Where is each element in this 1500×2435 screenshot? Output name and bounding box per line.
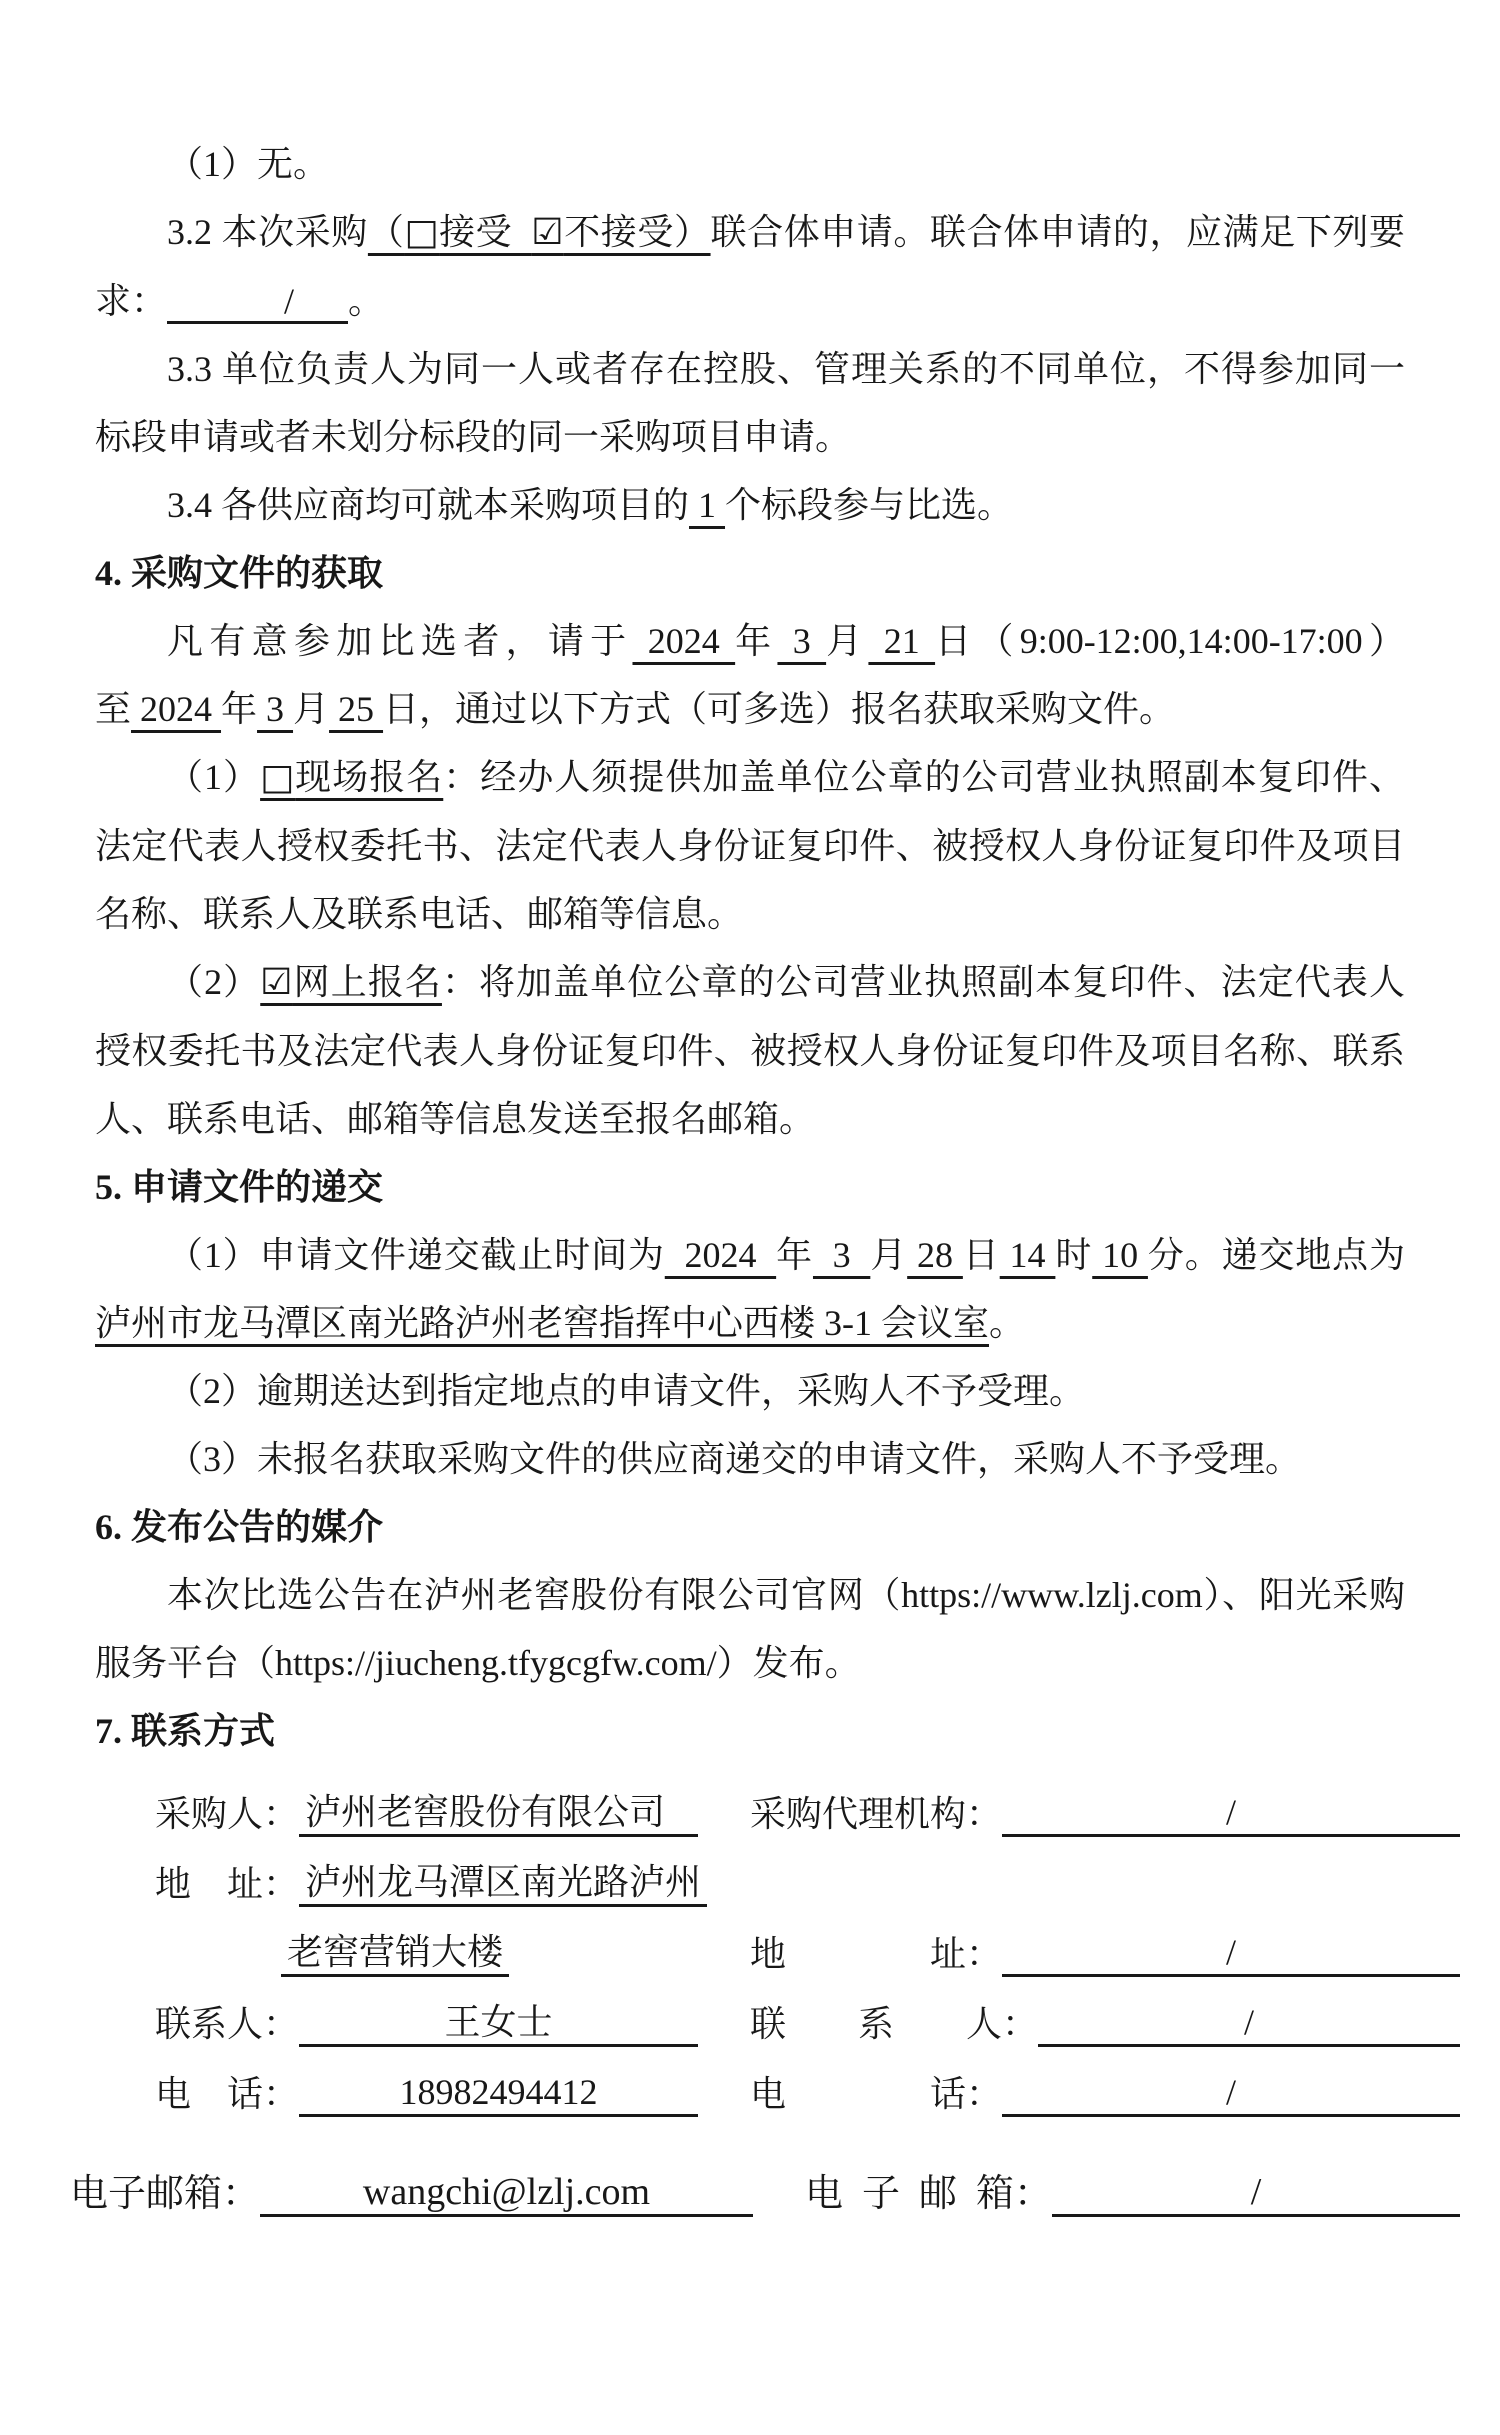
buyer-contact-person-label: 联系人： [155, 2004, 300, 2044]
clause-text: 年 [776, 1235, 813, 1275]
clause-text: 日 [962, 1235, 1000, 1275]
day-blank: 21 [868, 621, 936, 661]
contact-row-person [155, 1977, 1460, 2047]
buyer-address-label: 地 址： [155, 1864, 300, 1904]
deadline-year-blank: 2024 [664, 1235, 777, 1275]
agency-email-field [805, 2170, 1460, 2217]
clause-text: 个标段参与比选。 [725, 485, 1014, 525]
section-heading-7 [95, 1697, 1405, 1765]
agency-address-label: 地 址： [750, 1934, 1003, 1974]
agency-phone-label: 电 话： [750, 2074, 1003, 2114]
clause-text: 月 [826, 621, 869, 661]
clause-text: 日（9:00-12:00,14:00-17:00）至 [95, 621, 1405, 729]
clause-text: （1）无。 [167, 144, 330, 184]
agency-contact-person-label: 联 系 人： [750, 2004, 1039, 2044]
clause-text: 日，通过以下方式（可多选）报名获取采购文件。 [383, 689, 1176, 729]
paren-open: （ [367, 212, 405, 252]
buyer-contact-person-value: 王女士 [299, 2000, 698, 2047]
lot-count-underlined: 1 [689, 485, 726, 525]
checkbox-checked-icon: ☑ [531, 212, 564, 253]
buyer-phone-value: 18982494412 [299, 2070, 698, 2117]
buyer-address-value-line1: 泸州龙马潭区南光路泸州 [299, 1860, 707, 1907]
buyer-phone-field [155, 2070, 750, 2117]
buyer-address-value-line2: 老窖营销大楼 [281, 1930, 509, 1977]
agency-address-blank-field: / [1002, 1930, 1460, 1977]
clause-text: 时 [1055, 1235, 1093, 1275]
deadline-hour-blank: 14 [999, 1235, 1056, 1275]
blank-field-requirements: / [167, 281, 348, 324]
contact-row-buyer-address-1 [155, 1837, 1460, 1907]
section-heading-5 [95, 1153, 1405, 1221]
clause-3-3 [95, 335, 1405, 471]
buyer-label: 采购人： [155, 1794, 300, 1834]
clause-4-onsite-registration [95, 743, 1405, 948]
month-blank: 3 [777, 621, 827, 661]
agency-label: 采购代理机构： [750, 1794, 1003, 1834]
clause-4-1 [95, 607, 1405, 743]
clause-text: （1） [167, 757, 261, 797]
clause-text: ：经办人须提供加盖单位公章的公司营业执照副本复印件、法定代表人授权委托书、法定代表人身份证复印件、被授权人身份证复印件及项目名称、联系人及联系电话、邮箱等信息。 [95, 757, 1405, 934]
contact-row-buyer [155, 1767, 1460, 1837]
heading-text: 5. 申请文件的递交 [95, 1167, 384, 1207]
clause-text: 。 [348, 281, 385, 321]
clause-3-4 [95, 471, 1405, 539]
section-heading-4 [95, 539, 1405, 607]
clause-5-2 [95, 1357, 1405, 1425]
clause-text: （3）未报名获取采购文件的供应商递交的申请文件，采购人不予受理。 [167, 1439, 1302, 1479]
contact-row-email [70, 2141, 1460, 2217]
buyer-email-value: wangchi@lzlj.com [260, 2170, 753, 2217]
clause-text: 联合体申请。联合体申请的，应满足下列要求： [95, 212, 1405, 321]
day-blank-2: 25 [329, 689, 384, 729]
clause-text: 年 [735, 621, 778, 661]
buyer-contact-person-field [155, 2000, 750, 2047]
heading-text: 6. 发布公告的媒介 [95, 1507, 384, 1547]
buyer-email-field [70, 2170, 805, 2217]
clause-text: 3.4 各供应商均可就本采购项目的 [167, 485, 690, 525]
clause-text: 3.3 单位负责人为同一人或者存在控股、管理关系的不同单位，不得参加同一标段申请或者未划分标段的同一采购项目申请。 [95, 349, 1405, 457]
year-blank-2: 2024 [131, 689, 222, 729]
clause-5-3 [95, 1425, 1405, 1493]
clause-6-1-media [95, 1561, 1405, 1697]
acceptance-options-underline [368, 212, 711, 252]
agency-contact-person-blank-field: / [1038, 2000, 1460, 2047]
clause-text: 年 [221, 689, 258, 729]
contact-section [70, 1767, 1460, 2217]
option-not-accept-label: 不接受） [563, 212, 711, 252]
clause-text: ：将加盖单位公章的公司营业执照副本复印件、法定代表人授权委托书及法定代表人身份证复印件、被授权人身份证复印件及项目名称、联系人、联系电话、邮箱等信息发送至报名邮箱。 [95, 962, 1405, 1139]
buyer-field [155, 1790, 750, 1837]
section-heading-6 [95, 1493, 1405, 1561]
checkbox-checked-icon: ☑ [260, 962, 293, 1003]
online-option-underline [260, 962, 442, 1002]
submission-location-underlined: 泸州市龙马潭区南光路泸州老窖指挥中心西楼 3-1 会议室 [95, 1303, 989, 1343]
clause-3-1-item [95, 130, 1405, 198]
clause-text: 月 [870, 1235, 908, 1275]
clause-text: 月 [293, 689, 330, 729]
buyer-address-field [155, 1860, 750, 1907]
month-blank-2: 3 [257, 689, 294, 729]
checkbox-unchecked-icon: □ [404, 212, 440, 253]
clause-text: 分。递交地点为 [1147, 1235, 1405, 1275]
buyer-email-label: 电子邮箱： [70, 2173, 261, 2215]
buyer-value: 泸州老窖股份有限公司 [299, 1790, 698, 1837]
clause-text: （1）申请文件递交截止时间为 [167, 1235, 665, 1275]
heading-text: 4. 采购文件的获取 [95, 553, 384, 593]
agency-email-label: 电 子 邮 箱： [805, 2173, 1053, 2215]
deadline-month-blank: 3 [812, 1235, 871, 1275]
year-blank: 2024 [632, 621, 736, 661]
heading-text: 7. 联系方式 [95, 1711, 276, 1751]
clause-text: 凡有意参加比选者，请于 [167, 621, 633, 661]
agency-blank-field: / [1002, 1790, 1460, 1837]
agency-email-blank-field: / [1052, 2170, 1460, 2217]
clause-text: （2） [167, 962, 261, 1002]
clause-text: （2）逾期送达到指定地点的申请文件，采购人不予受理。 [167, 1371, 1086, 1411]
agency-field [750, 1790, 1460, 1837]
agency-phone-field [750, 2070, 1460, 2117]
clause-3-2 [95, 198, 1405, 335]
agency-contact-person-field [750, 2000, 1460, 2047]
checkbox-unchecked-icon: □ [260, 757, 296, 798]
option-accept-label: 接受 [439, 212, 532, 252]
contact-row-buyer-address-2 [155, 1907, 1460, 1977]
deadline-minute-blank: 10 [1092, 1235, 1148, 1275]
clause-4-online-registration [95, 948, 1405, 1153]
online-registration-label: 网上报名 [292, 962, 442, 1002]
clause-text: 。 [989, 1303, 1026, 1343]
clause-text: 3.2 本次采购 [167, 212, 368, 252]
agency-address-field [750, 1930, 1460, 1977]
buyer-address-field-continued [155, 1930, 750, 1977]
clause-5-1-deadline [95, 1221, 1405, 1357]
agency-phone-blank-field: / [1002, 2070, 1460, 2117]
deadline-day-blank: 28 [907, 1235, 963, 1275]
buyer-phone-label: 电 话： [155, 2074, 300, 2114]
onsite-option-underline [260, 757, 443, 797]
contact-row-phone [155, 2047, 1460, 2117]
clause-text: 本次比选公告在泸州老窖股份有限公司官网（https://www.lzlj.com）、阳光采购服务平台（https://jiucheng.tfygcgfw.com/）发布。 [95, 1575, 1405, 1683]
onsite-registration-label: 现场报名 [295, 757, 444, 797]
